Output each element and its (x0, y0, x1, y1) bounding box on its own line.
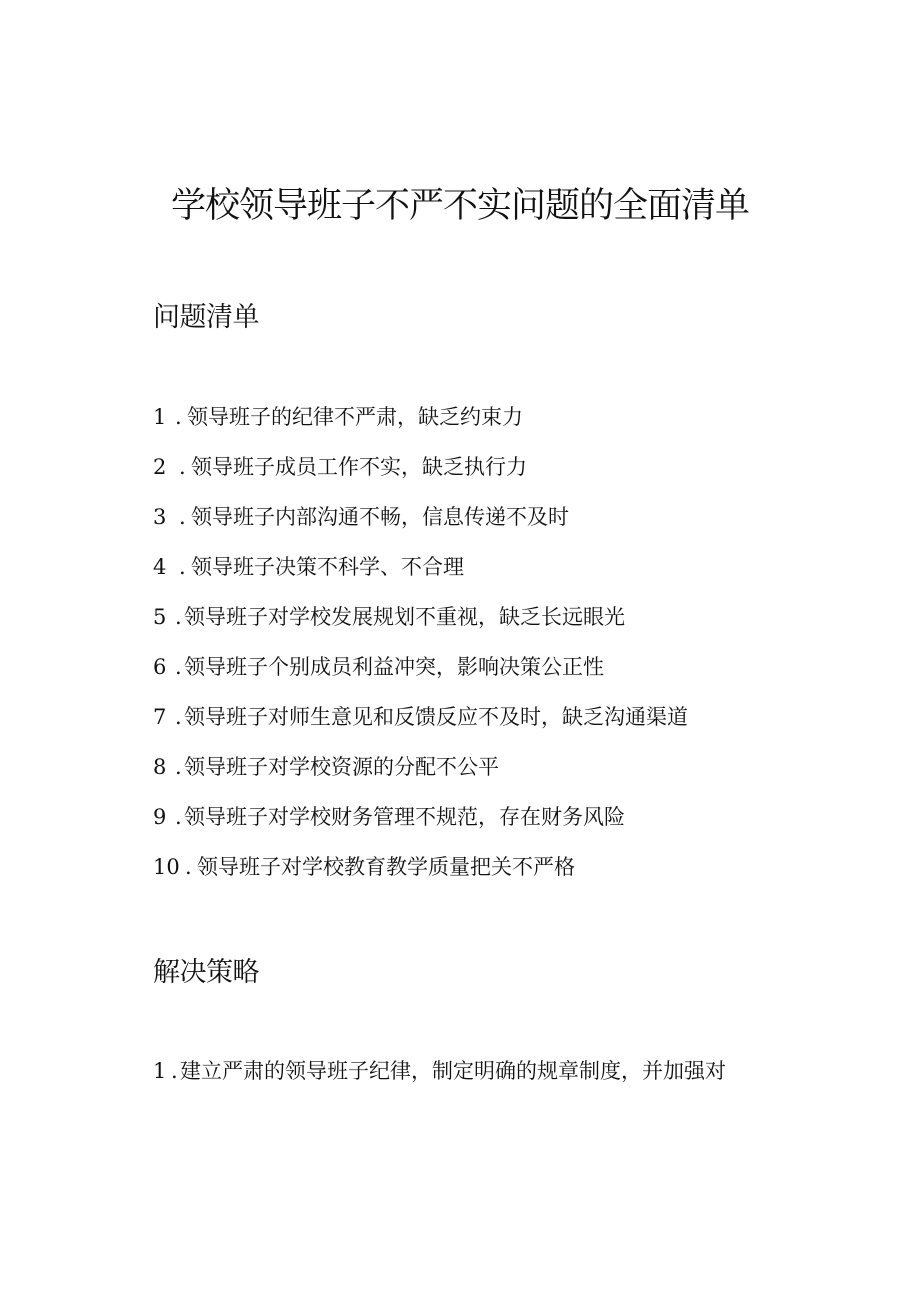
item-number: 2 (153, 455, 167, 479)
item-separator: . (175, 805, 182, 829)
item-number: 8 (153, 755, 167, 779)
item-separator: . (171, 1059, 178, 1083)
item-separator: . (179, 505, 186, 529)
item-number: 5 (153, 605, 167, 629)
problem-item-6 (153, 649, 688, 699)
strategy-list (153, 1053, 726, 1103)
item-text: 领导班子对学校资源的分配不公平 (184, 755, 499, 779)
item-separator: . (179, 555, 186, 579)
item-separator: . (175, 755, 182, 779)
problem-item-1 (153, 399, 688, 449)
problem-item-9 (153, 799, 688, 849)
section-heading-problems: 问题清单 (153, 302, 259, 333)
item-separator: . (175, 655, 182, 679)
problem-item-5 (153, 599, 688, 649)
item-text: 建立严肃的领导班子纪律，制定明确的规章制度，并加强对 (180, 1059, 726, 1083)
item-text: 领导班子对学校发展规划不重视，缺乏长远眼光 (184, 605, 625, 629)
item-text: 领导班子内部沟通不畅，信息传递不及时 (191, 505, 569, 529)
document-title: 学校领导班子不严不实问题的全面清单 (170, 186, 749, 226)
item-text: 领导班子对学校财务管理不规范，存在财务风险 (184, 805, 625, 829)
item-text: 领导班子对师生意见和反馈反应不及时，缺乏沟通渠道 (184, 705, 688, 729)
problem-item-7 (153, 699, 688, 749)
item-separator: . (185, 855, 192, 879)
item-text: 领导班子对学校教育教学质量把关不严格 (197, 855, 575, 879)
section-heading-solutions: 解决策略 (153, 957, 259, 988)
item-number: 1 (153, 405, 167, 429)
problem-item-10 (153, 849, 688, 899)
item-text: 领导班子决策不科学、不合理 (191, 555, 464, 579)
item-separator: . (175, 705, 182, 729)
item-separator: . (175, 605, 182, 629)
item-number: 10 (153, 855, 180, 879)
problem-item-8 (153, 749, 688, 799)
item-text: 领导班子个别成员利益冲突，影响决策公正性 (184, 655, 604, 679)
item-text: 领导班子的纪律不严肃，缺乏约束力 (187, 405, 523, 429)
problem-item-3 (153, 499, 688, 549)
item-number: 7 (153, 705, 167, 729)
item-number: 4 (153, 555, 167, 579)
strategy-item-1 (153, 1053, 726, 1103)
problem-list (153, 399, 688, 899)
item-number: 3 (153, 505, 167, 529)
item-number: 6 (153, 655, 167, 679)
item-number: 1 (153, 1059, 167, 1083)
item-text: 领导班子成员工作不实，缺乏执行力 (191, 455, 527, 479)
item-number: 9 (153, 805, 167, 829)
problem-item-4 (153, 549, 688, 599)
item-separator: . (179, 455, 186, 479)
problem-item-2 (153, 449, 688, 499)
item-separator: . (175, 405, 182, 429)
